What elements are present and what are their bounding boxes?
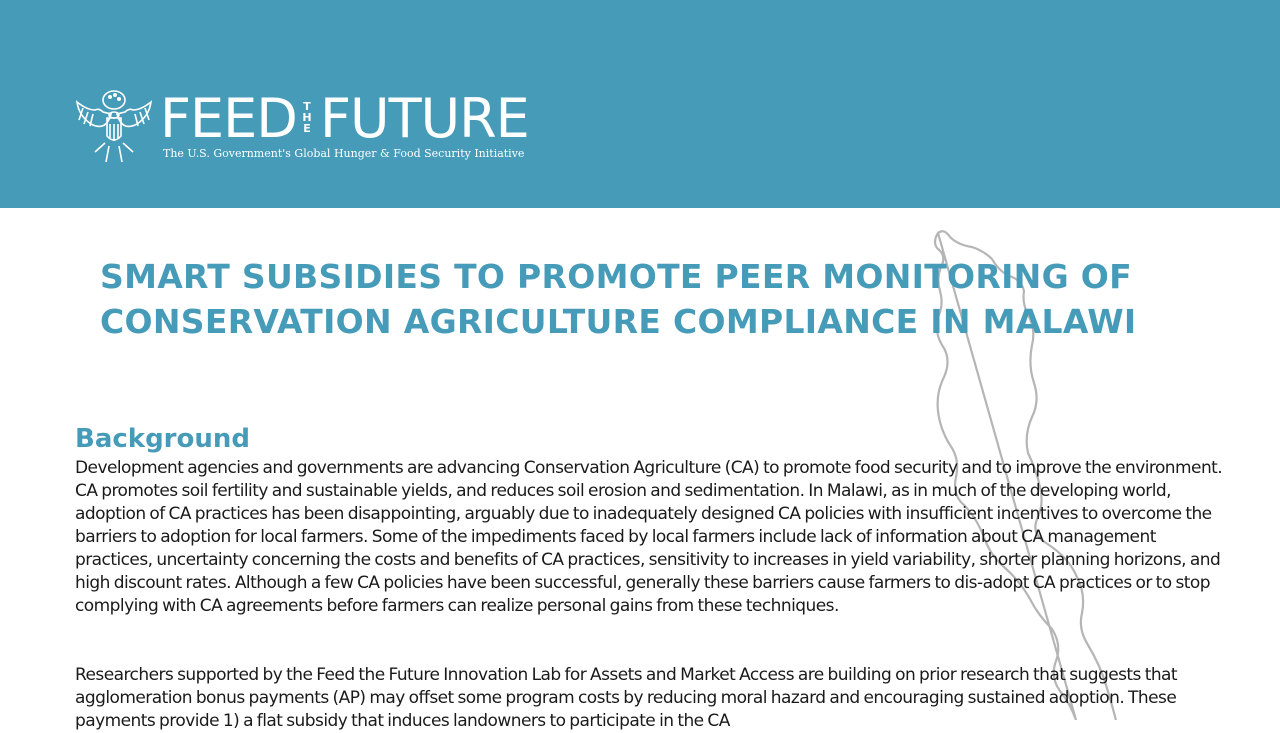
logo-the-text: T H E: [302, 100, 312, 135]
background-paragraph-2: Researchers supported by the Feed the Future Innovation Lab for Assets and Market Access are building on prior research that suggests that agglomeration bonus payments (AP) may offset some program costs by reducing moral hazard and encouraging sustained adoption. These payments provide 1) a flat subsidy that induces landowners to participate in the CA: [75, 665, 1178, 731]
background-paragraph-1: Development agencies and governments are advancing Conservation Agriculture (CA) to promote food security and to improve the environment. CA promotes soil fertility and sustainable yields, and reduces soil erosion and sedimentation. In Malawi, as in much of the developing world, adoption of CA practices has been disappointing, arguably due to inadequately designed CA policies with insufficient incentives to overcome the barriers to adoption for local farmers. Some of the impediments faced by local farmers include lack of information about CA management practices, uncertainty concerning the costs and benefits of CA practices, sensitivity to increases in yield variability, shorter planning horizons, and high discount rates. Although a few CA policies have been successful, generally these barriers cause farmers to dis-adopt CA practices or to stop complying with CA agreements before farmers can realize personal gains from these techniques.: [75, 458, 1223, 616]
section-heading-background: Background: [75, 424, 250, 454]
us-great-seal-icon: [75, 88, 153, 168]
header-banner: [0, 0, 1280, 208]
document-title: SMART SUBSIDIES TO PROMOTE PEER MONITORING OF CONSERVATION AGRICULTURE COMPLIANCE IN MALAWI: [100, 257, 1137, 341]
logo-feed: FEED: [160, 87, 297, 150]
logo-tagline: The U.S. Government's Global Hunger & Food Security Initiative: [163, 147, 525, 160]
logo-future: FUTURE: [320, 87, 529, 150]
logo-the: [298, 101, 316, 134]
